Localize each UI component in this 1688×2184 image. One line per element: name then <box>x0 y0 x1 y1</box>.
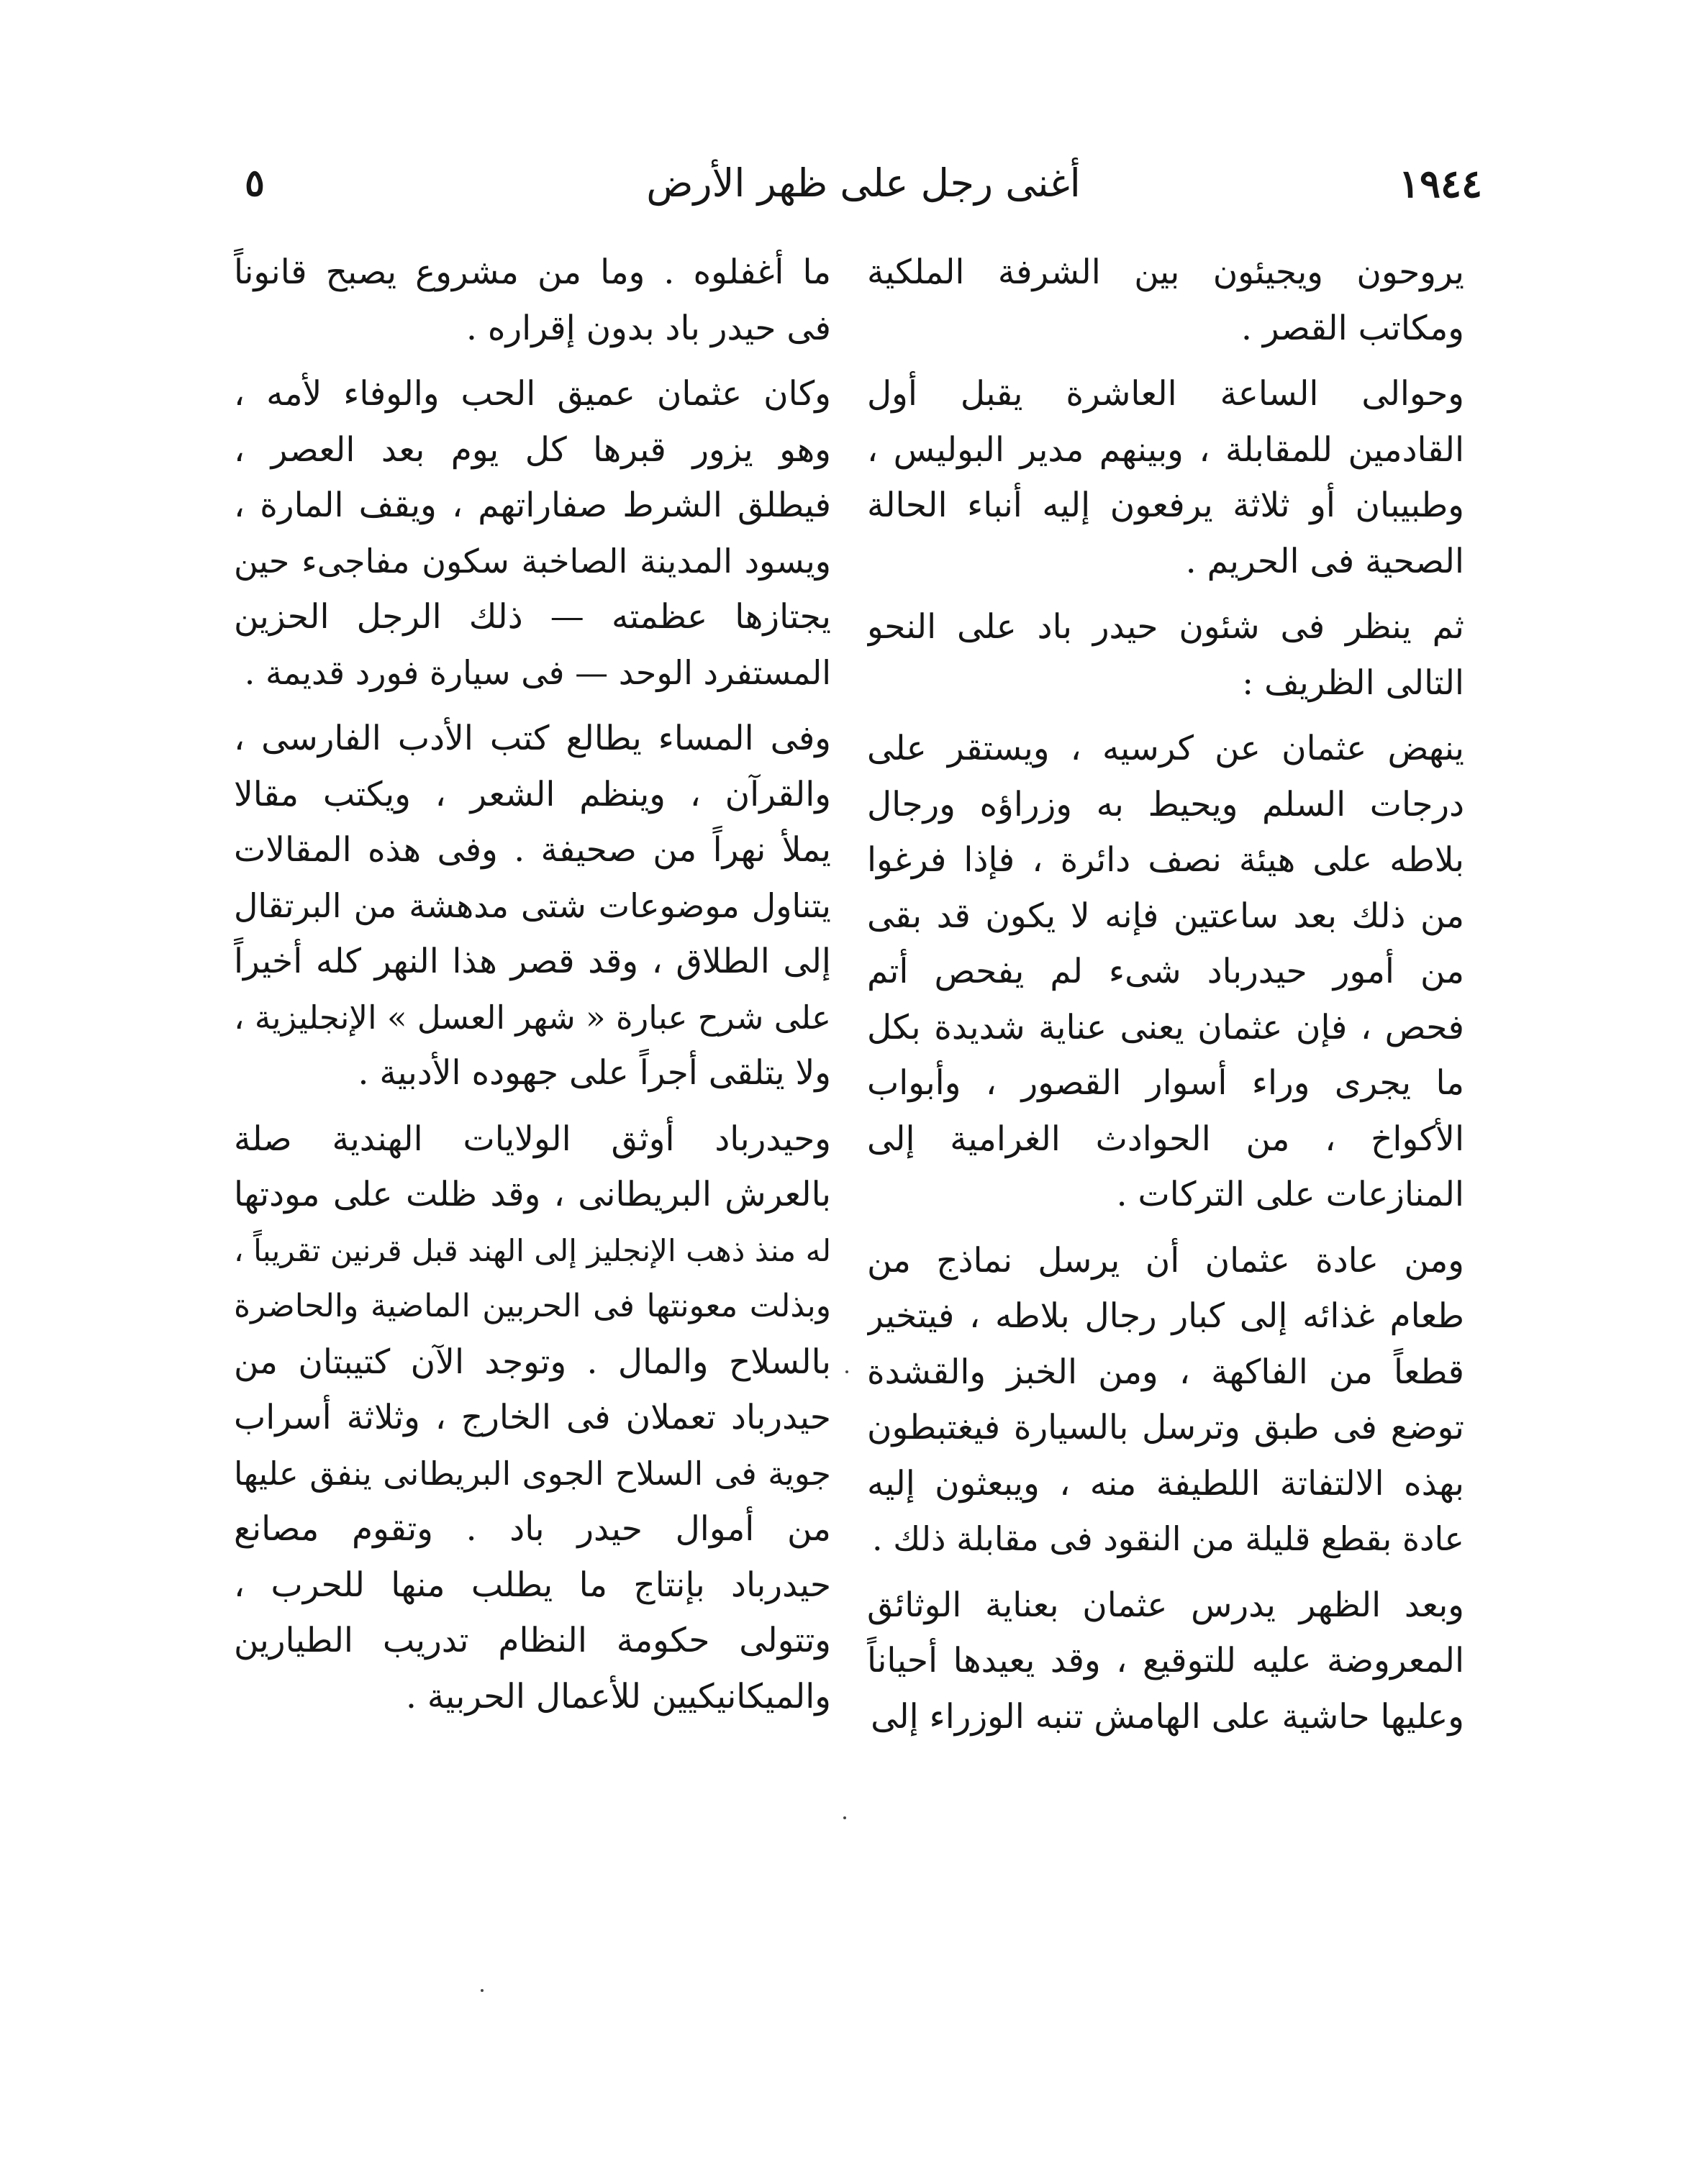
left-text-column <box>234 245 831 1724</box>
text-line: بلاطه على هيئة نصف دائرة ، فإذا فرغوا <box>867 840 1464 880</box>
text-line: جوية فى السلاح الجوى البريطانى ينفق عليها <box>234 1454 831 1493</box>
text-line: القادمين للمقابلة ، وبينهم مدير البوليس ، <box>867 429 1464 470</box>
text-line: بالسلاح والمال . وتوجد الآن كتيبتان من <box>234 1342 831 1382</box>
text-line: المنازعات على التركات . <box>1116 1175 1464 1214</box>
text-line: وبذلت معونتها فى الحربين الماضية والحاضرة <box>234 1288 831 1324</box>
text-line: وهو يزور قبرها كل يوم بعد العصر ، <box>234 429 831 470</box>
paragraph <box>234 366 831 701</box>
text-line: التالى الظريف : <box>1242 663 1464 703</box>
text-line: ما أغفلوه . وما من مشروع يصبح قانوناً <box>234 252 831 292</box>
text-line: من ذلك بعد ساعتين فإنه لا يكون قد بقى <box>867 896 1464 936</box>
text-line: من أموال حيدر باد . وتقوم مصانع <box>234 1509 831 1549</box>
text-line: طعام غذائه إلى كبار رجال بلاطه ، فيتخير <box>867 1296 1464 1336</box>
paragraph-gap <box>234 1101 831 1111</box>
paragraph <box>867 245 1464 356</box>
scan-speck <box>845 1370 848 1373</box>
text-line: ومن عادة عثمان أن يرسل نماذج من <box>867 1240 1464 1280</box>
text-line: حيدرباد تعملان فى الخارج ، وثلاثة أسراب <box>234 1398 831 1437</box>
text-line: فحص ، فإن عثمان يعنى عناية شديدة بكل <box>867 1007 1464 1047</box>
text-line: الأكواخ ، من الحوادث الغرامية إلى <box>867 1119 1464 1159</box>
paragraph <box>867 721 1464 1223</box>
text-line: ولا يتلقى أجراً على جهوده الأدبية . <box>358 1053 831 1093</box>
paragraph <box>867 599 1464 711</box>
text-line: الصحية فى الحريم . <box>1185 541 1464 581</box>
text-line: فيطلق الشرط صفاراتهم ، ويقف المارة ، <box>234 486 831 525</box>
text-line: قطعاً من الفاكهة ، ومن الخبز والقشدة <box>867 1352 1464 1392</box>
paragraph-gap <box>867 1223 1464 1233</box>
text-line: وحيدرباد أوثق الولايات الهندية صلة <box>234 1119 831 1159</box>
paragraph <box>867 366 1464 589</box>
running-header <box>245 155 1482 212</box>
text-line: والقرآن ، وينظم الشعر ، ويكتب مقالا <box>234 774 831 814</box>
running-title: أغنى رجل على ظهر الأرض <box>646 160 1081 206</box>
text-line: فى حيدر باد بدون إقراره . <box>466 308 831 348</box>
paragraph <box>234 245 831 356</box>
text-line: المستفرد الوحد — فى سيارة فورد قديمة . <box>244 652 831 692</box>
text-line: ينهض عثمان عن كرسيه ، ويستقر على <box>867 729 1464 768</box>
paragraph-gap <box>234 356 831 366</box>
paragraph <box>234 711 831 1101</box>
text-line: إلى الطلاق ، وقد قصر هذا النهر كله أخيراً <box>234 942 831 981</box>
text-line: يجتازها عظمته — ذلك الرجل الحزين <box>234 597 831 637</box>
text-line: وكان عثمان عميق الحب والوفاء لأمه ، <box>234 374 831 414</box>
text-line: يروحون ويجيئون بين الشرفة الملكية <box>867 252 1464 292</box>
text-line: بهذه الالتفاتة اللطيفة منه ، ويبعثون إليه <box>867 1463 1464 1503</box>
text-line: من أمور حيدرباد شىء لم يفحص أتم <box>867 952 1464 991</box>
paragraph-gap <box>867 589 1464 599</box>
text-line: ويسود المدينة الصاخبة سكون مفاجىء حين <box>234 541 831 581</box>
text-line: وفى المساء يطالع كتب الأدب الفارسى ، <box>234 719 831 758</box>
text-line: ومكاتب القصر . <box>1240 308 1464 348</box>
text-line: ما يجرى وراء أسوار القصور ، وأبواب <box>867 1063 1464 1103</box>
paragraph-gap <box>867 711 1464 721</box>
text-line: عادة بقطع قليلة من النقود فى مقابلة ذلك . <box>872 1519 1464 1558</box>
scan-speck <box>481 1989 484 1992</box>
page-number: ٥ <box>245 161 265 205</box>
paragraph-gap <box>234 701 831 711</box>
text-line: حيدرباد بإنتاج ما يطلب منها للحرب ، <box>234 1565 831 1605</box>
paragraph <box>867 1233 1464 1568</box>
right-text-column <box>867 245 1464 1744</box>
paragraph-gap <box>867 356 1464 366</box>
text-line: المعروضة عليه للتوقيع ، وقد يعيدها أحياناً <box>867 1641 1464 1680</box>
scan-speck <box>843 1816 846 1819</box>
text-line: درجات السلم ويحيط به وزراؤه ورجال <box>867 784 1464 824</box>
header-year: ١٩٤٤ <box>1398 160 1482 206</box>
text-line: بالعرش البريطانى ، وقد ظلت على مودتها <box>234 1175 831 1214</box>
text-line: يتناول موضوعات شتى مدهشة من البرتقال <box>234 886 831 925</box>
text-line: والميكانيكيين للأعمال الحربية . <box>406 1676 831 1716</box>
text-line: وتتولى حكومة النظام تدريب الطيارين <box>234 1621 831 1660</box>
text-line: وعليها حاشية على الهامش تنبه الوزراء إلى <box>871 1696 1464 1737</box>
paragraph <box>867 1578 1464 1745</box>
text-line: على شرح عبارة « شهر العسل » الإنجليزية ، <box>234 998 831 1037</box>
text-line: وبعد الظهر يدرس عثمان بعناية الوثائق <box>867 1585 1464 1625</box>
text-line: له منذ ذهب الإنجليز إلى الهند قبل قرنين تقريباً ، <box>234 1232 831 1268</box>
text-line: ثم ينظر فى شئون حيدر باد على النحو <box>867 607 1464 647</box>
text-line: توضع فى طبق وترسل بالسيارة فيغتبطون <box>867 1408 1464 1447</box>
text-line: وطبيبان أو ثلاثة يرفعون إليه أنباء الحالة <box>867 486 1464 525</box>
text-line: يملأ نهراً من صحيفة . وفى هذه المقالات <box>234 830 831 870</box>
paragraph-gap <box>867 1568 1464 1578</box>
paragraph <box>234 1111 831 1725</box>
text-line: وحوالى الساعة العاشرة يقبل أول <box>867 374 1464 414</box>
